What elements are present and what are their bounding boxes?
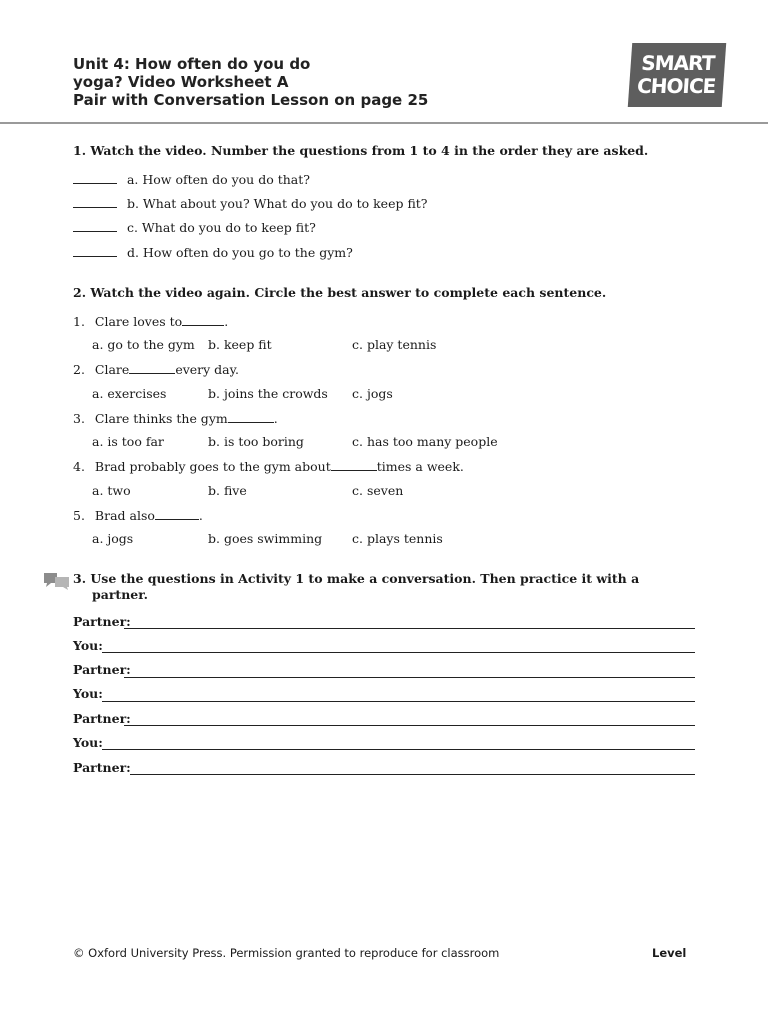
question-1	[73, 313, 228, 330]
question-number: 4.	[73, 459, 85, 474]
instruction-line-2: partner.	[92, 587, 149, 602]
activity-1-item	[73, 171, 310, 188]
question-2	[73, 361, 239, 378]
item-text: b. What about you? What do you do to keep fit?	[126, 196, 428, 211]
writing-line[interactable]	[102, 749, 695, 750]
worksheet-title	[73, 55, 428, 109]
option[interactable]: a. jogs	[92, 531, 134, 546]
option[interactable]: b. is too boring	[208, 434, 304, 449]
activity-1-item	[73, 195, 428, 212]
instruction-line-1: 3. Use the questions in Activity 1 to make a conversation. Then practice it with a	[73, 571, 640, 586]
option[interactable]: b. keep fit	[208, 337, 272, 352]
question-5	[73, 507, 203, 524]
option[interactable]: a. go to the gym	[92, 337, 195, 352]
option[interactable]: a. is too far	[92, 434, 164, 449]
writing-line[interactable]	[124, 628, 695, 629]
answer-blank[interactable]	[155, 507, 199, 520]
option[interactable]: b. joins the crowds	[208, 386, 328, 401]
answer-blank[interactable]	[129, 361, 175, 374]
question-number: 3.	[73, 411, 85, 426]
question-text: Clare	[94, 362, 130, 377]
speaker-label: You:	[73, 735, 103, 750]
smart-choice-logo	[628, 43, 726, 107]
answer-blank[interactable]	[73, 171, 117, 184]
writing-line[interactable]	[130, 774, 695, 775]
question-3	[73, 410, 278, 427]
question-text-end: every day.	[175, 362, 240, 377]
item-text: a. How often do you do that?	[126, 172, 310, 187]
question-number: 1.	[73, 314, 85, 329]
logo-line-2: CHOICE	[636, 74, 717, 98]
question-text-end: .	[224, 314, 229, 329]
speaker-label: Partner:	[73, 760, 131, 775]
speech-bubbles-icon	[43, 571, 71, 591]
option[interactable]: a. exercises	[92, 386, 167, 401]
copyright-notice: © Oxford University Press. Permission granted to reproduce for classroom	[73, 946, 500, 960]
writing-line[interactable]	[102, 701, 695, 702]
option[interactable]: c. has too many people	[352, 434, 498, 449]
question-4	[73, 458, 464, 475]
title-line-2: yoga? Video Worksheet A	[73, 73, 289, 91]
speaker-label: Partner:	[73, 711, 131, 726]
speaker-label: You:	[73, 686, 103, 701]
activity-1-item	[73, 244, 353, 261]
question-text: Clare thinks the gym	[94, 411, 228, 426]
option[interactable]: b. five	[208, 483, 247, 498]
question-text-end: .	[198, 508, 203, 523]
question-text-end: .	[273, 411, 278, 426]
activity-3-instruction	[73, 571, 639, 603]
speaker-label: Partner:	[73, 662, 131, 677]
item-text: c. What do you do to keep fit?	[126, 220, 316, 235]
item-text: d. How often do you go to the gym?	[126, 245, 353, 260]
activity-1-instruction: 1. Watch the video. Number the questions from 1 to 4 in the order they are asked.	[73, 143, 649, 158]
activity-2-instruction: 2. Watch the video again. Circle the best answer to complete each sentence.	[73, 285, 607, 300]
logo-line-1: SMART	[640, 51, 716, 75]
level-label: Level	[652, 946, 687, 960]
activity-1-item	[73, 219, 316, 236]
writing-line[interactable]	[102, 652, 695, 653]
option[interactable]: b. goes swimming	[208, 531, 323, 546]
option[interactable]: c. seven	[352, 483, 404, 498]
answer-blank[interactable]	[73, 244, 117, 257]
option[interactable]: c. play tennis	[352, 337, 437, 352]
question-number: 2.	[73, 362, 85, 377]
answer-blank[interactable]	[73, 219, 117, 232]
speaker-label: You:	[73, 638, 103, 653]
answer-blank[interactable]	[73, 195, 117, 208]
option[interactable]: c. plays tennis	[352, 531, 443, 546]
question-text: Brad also	[94, 508, 155, 523]
question-text-end: times a week.	[376, 459, 464, 474]
speaker-label: Partner:	[73, 614, 131, 629]
question-number: 5.	[73, 508, 85, 523]
answer-blank[interactable]	[182, 313, 224, 326]
header-divider	[0, 122, 768, 124]
question-text: Clare loves to	[94, 314, 183, 329]
option[interactable]: a. two	[92, 483, 131, 498]
question-text: Brad probably goes to the gym about	[94, 459, 331, 474]
answer-blank[interactable]	[228, 410, 274, 423]
answer-blank[interactable]	[331, 458, 377, 471]
title-line-3: Pair with Conversation Lesson on page 25	[73, 91, 429, 109]
title-line-1: Unit 4: How often do you do	[73, 55, 311, 73]
writing-line[interactable]	[124, 677, 695, 678]
option[interactable]: c. jogs	[352, 386, 393, 401]
writing-line[interactable]	[124, 725, 695, 726]
